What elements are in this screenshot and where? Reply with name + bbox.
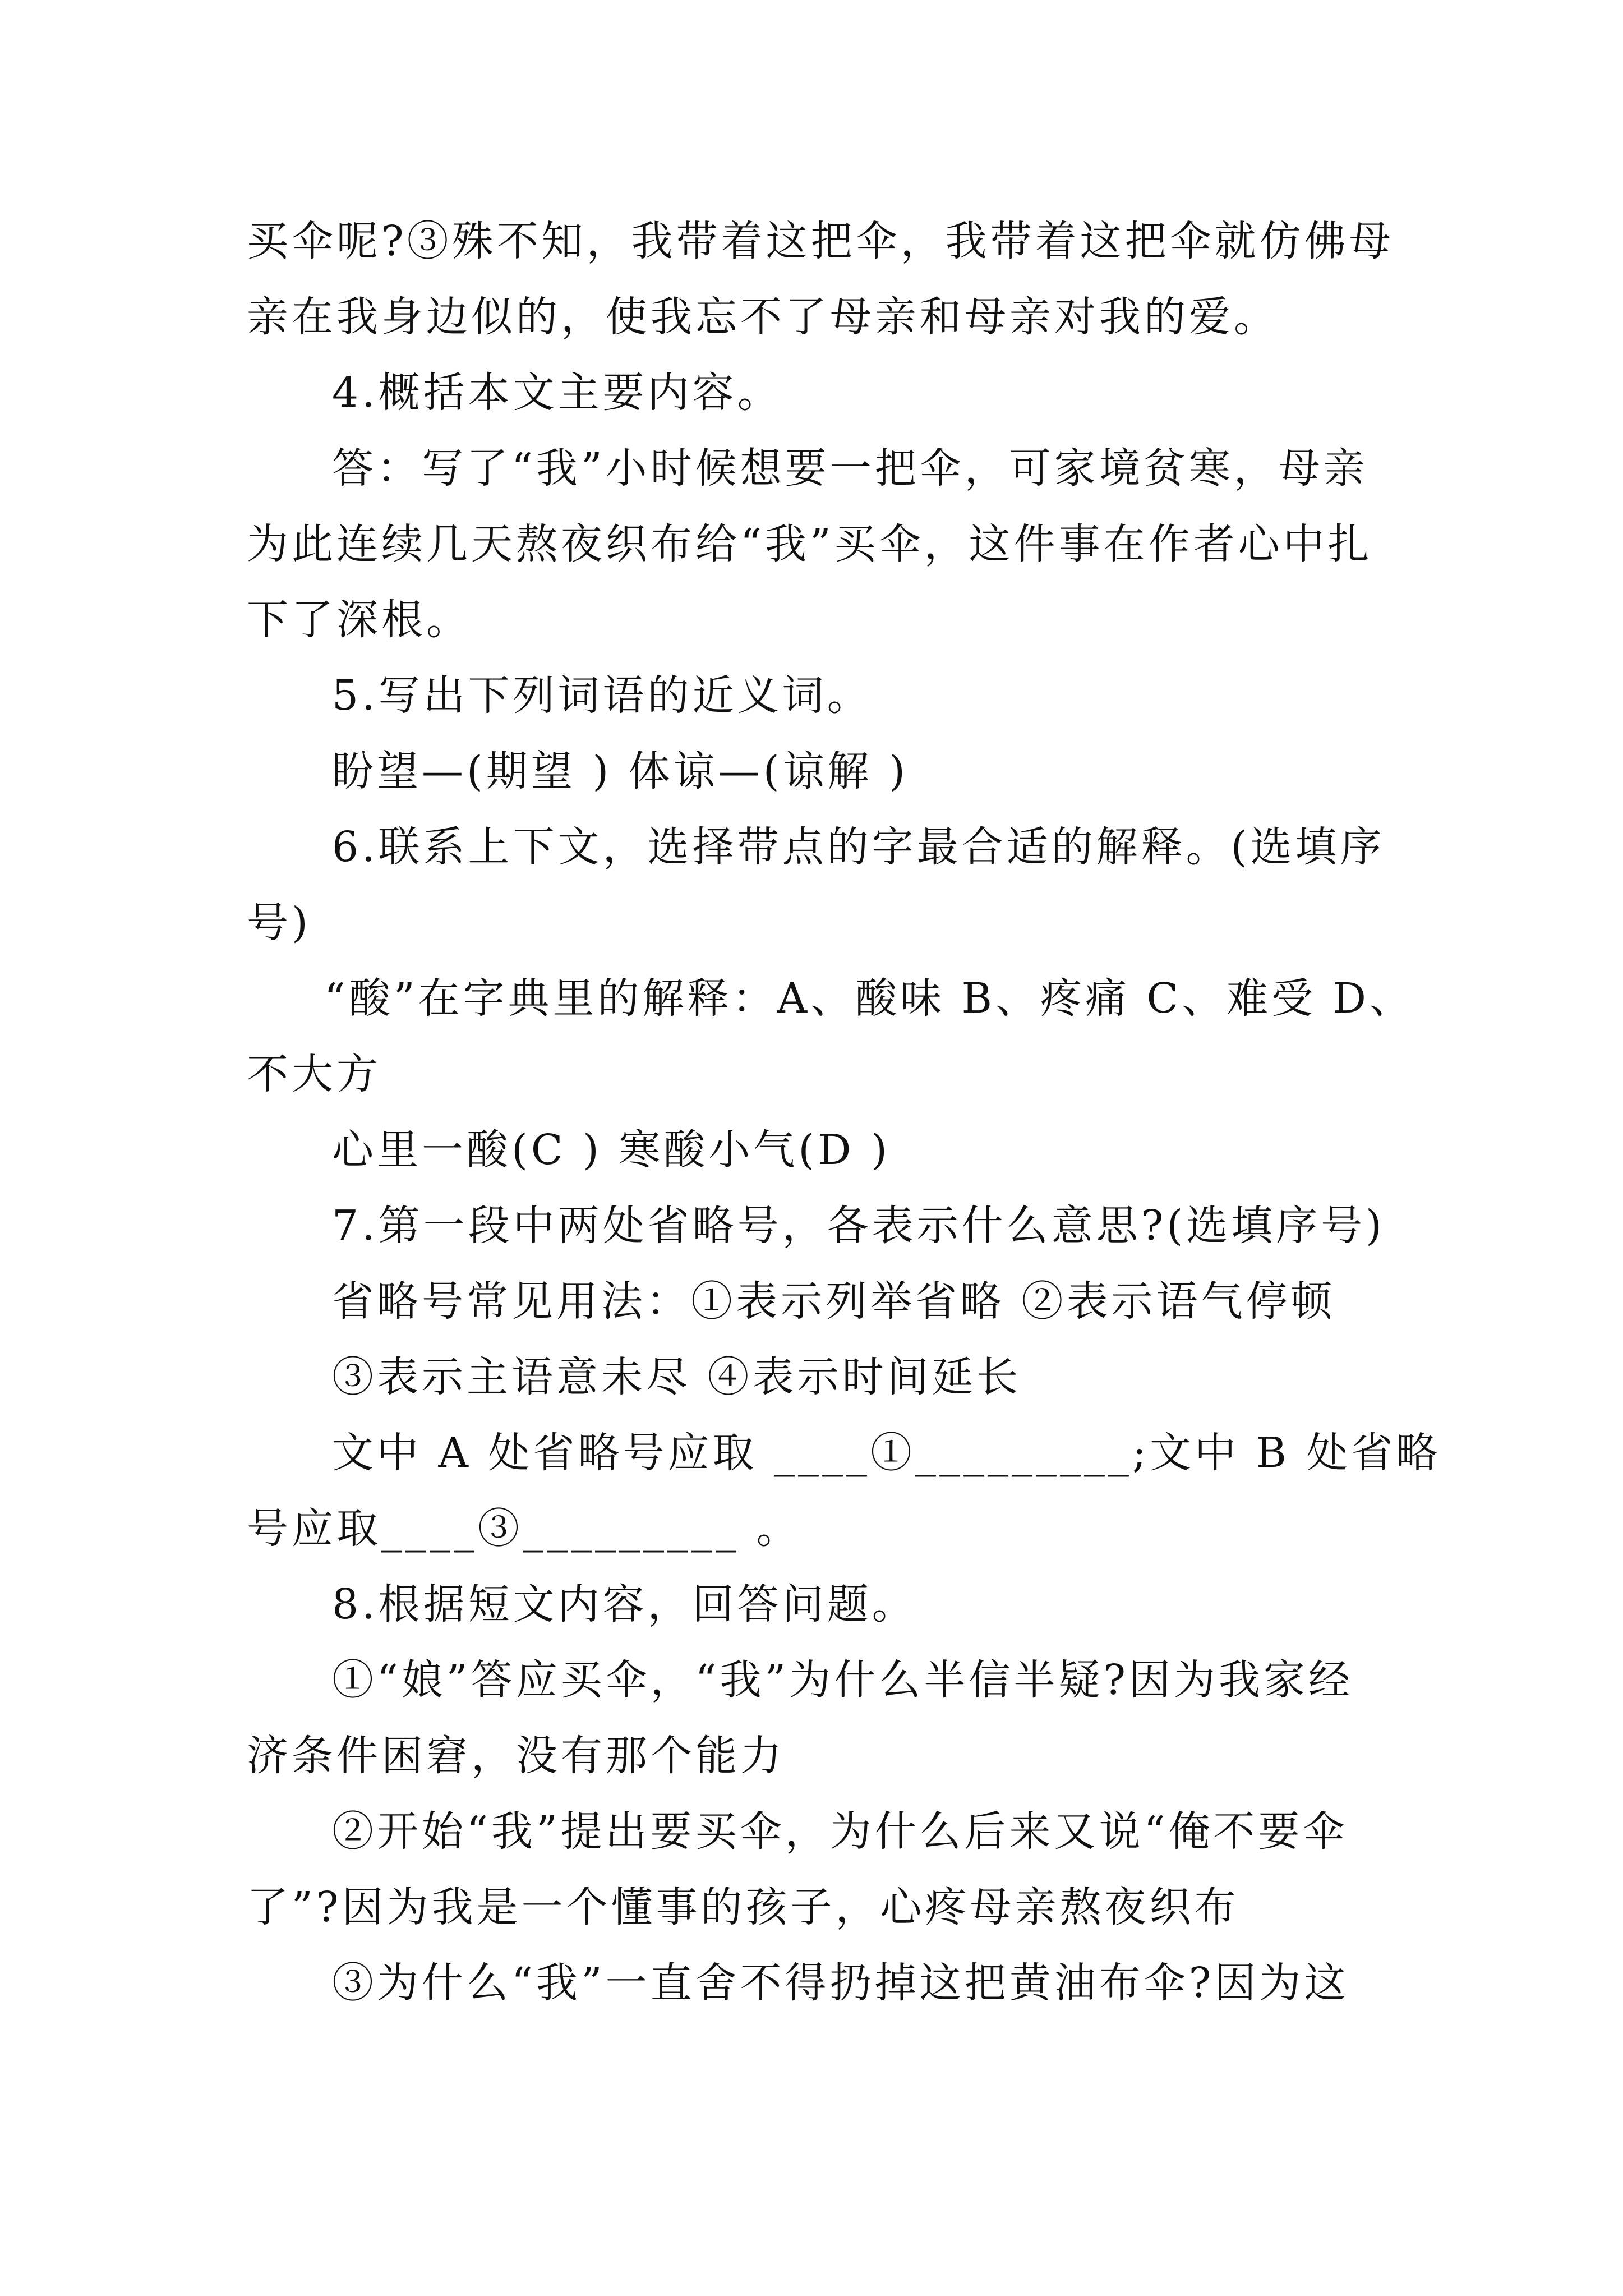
- answer-8-1-line-1: ①“娘”答应买伞，“我”为什么半信半疑?因为我家经: [332, 1656, 1353, 1704]
- question-8-heading: 8.根据短文内容，回答问题。: [332, 1580, 917, 1628]
- answer-8-2-line-1: ②开始“我”提出要买伞，为什么后来又说“俺不要伞: [332, 1807, 1348, 1856]
- answer-7-line-1: 文中 A 处省略号应取 ____①_________;文中 B 处省略: [332, 1429, 1441, 1477]
- question-6-heading-line-1: 6.联系上下文，选择带点的字最合适的解释。(选填序: [332, 823, 1385, 871]
- answer-8-1-line-2: 济条件困窘，没有那个能力: [247, 1732, 785, 1780]
- answer-4-line-3: 下了深根。: [247, 596, 471, 644]
- text-line-2: 亲在我身边似的，使我忘不了母亲和母亲对我的爱。: [247, 293, 1279, 341]
- question-6-definitions-line-2: 不大方: [247, 1050, 381, 1098]
- answer-4-line-2: 为此连续几天熬夜织布给“我”买伞，这件事在作者心中扎: [247, 520, 1373, 568]
- question-7-usage-line-2: ③表示主语意未尽 ④表示时间延长: [332, 1353, 1022, 1401]
- answer-4-line-1: 答：写了“我”小时候想要一把伞，可家境贫寒，母亲: [332, 444, 1368, 493]
- answer-7-line-2: 号应取____③_________ 。: [247, 1504, 801, 1553]
- question-4-heading: 4.概括本文主要内容。: [332, 369, 782, 417]
- question-5-heading: 5.写出下列词语的近义词。: [332, 671, 872, 720]
- question-6-definitions-line-1: “酸”在字典里的解释：A、酸味 B、疼痛 C、难受 D、: [324, 974, 1414, 1023]
- question-7-heading: 7.第一段中两处省略号，各表示什么意思?(选填序号): [332, 1202, 1386, 1250]
- question-6-heading-line-2: 号): [247, 899, 311, 947]
- answer-6: 心里一酸(C ) 寒酸小气(D ): [332, 1126, 891, 1174]
- answer-8-2-line-2: 了”?因为我是一个懂事的孩子，心疼母亲熬夜织布: [247, 1883, 1239, 1931]
- answer-8-3-line-1: ③为什么“我”一直舍不得扔掉这把黄油布伞?因为这: [332, 1959, 1349, 2007]
- text-line-1: 买伞呢?③殊不知，我带着这把伞，我带着这把伞就仿佛母: [247, 217, 1394, 265]
- answer-5: 盼望—(期望 ) 体谅—(谅解 ): [332, 747, 909, 795]
- question-7-usage-line-1: 省略号常见用法：①表示列举省略 ②表示语气停顿: [332, 1277, 1336, 1326]
